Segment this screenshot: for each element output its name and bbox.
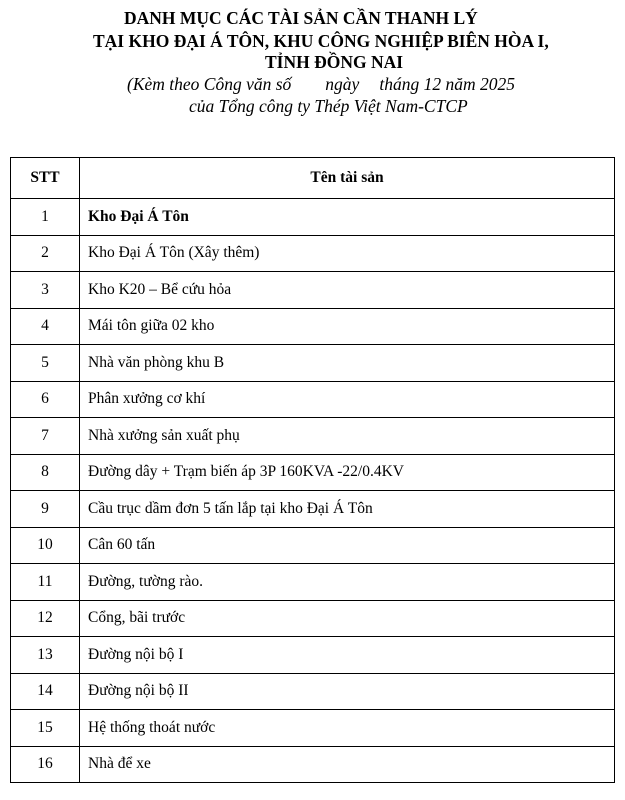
table-row bbox=[11, 746, 615, 783]
row-stt: 1 bbox=[11, 199, 80, 236]
table-row bbox=[11, 564, 615, 601]
document-subtitle-line-2: của Tổng công ty Thép Việt Nam-CTCP bbox=[189, 96, 468, 116]
row-stt: 3 bbox=[11, 272, 80, 309]
subtitle-month-year: tháng 12 năm 2025 bbox=[379, 74, 515, 94]
table-row bbox=[11, 381, 615, 418]
row-stt: 10 bbox=[11, 527, 80, 564]
table-row bbox=[11, 345, 615, 382]
document-subtitle-line-1 bbox=[127, 73, 515, 95]
subtitle-day: ngày bbox=[325, 74, 360, 94]
row-asset-name: Cân 60 tấn bbox=[80, 527, 615, 564]
document-title-line-2: TẠI KHO ĐẠI Á TÔN, KHU CÔNG NGHIỆP BIÊN HÒA I, bbox=[93, 31, 549, 51]
asset-table bbox=[10, 157, 615, 783]
table-row bbox=[11, 491, 615, 528]
row-asset-name: Hệ thống thoát nước bbox=[80, 710, 615, 747]
table-row bbox=[11, 272, 615, 309]
document-header bbox=[0, 0, 625, 130]
table-row bbox=[11, 637, 615, 674]
row-asset-name: Đường, tường rào. bbox=[80, 564, 615, 601]
row-stt: 11 bbox=[11, 564, 80, 601]
row-stt: 13 bbox=[11, 637, 80, 674]
row-asset-name: Nhà để xe bbox=[80, 746, 615, 783]
row-stt: 9 bbox=[11, 491, 80, 528]
row-stt: 8 bbox=[11, 454, 80, 491]
table-row bbox=[11, 710, 615, 747]
row-asset-name: Kho K20 – Bể cứu hỏa bbox=[80, 272, 615, 309]
row-stt: 12 bbox=[11, 600, 80, 637]
row-stt: 16 bbox=[11, 746, 80, 783]
table-row bbox=[11, 527, 615, 564]
row-stt: 14 bbox=[11, 673, 80, 710]
row-asset-name: Cổng, bãi trước bbox=[80, 600, 615, 637]
row-asset-name: Cầu trục dầm đơn 5 tấn lắp tại kho Đại Á Tôn bbox=[80, 491, 615, 528]
row-asset-name: Phân xưởng cơ khí bbox=[80, 381, 615, 418]
row-asset-name: Nhà xưởng sản xuất phụ bbox=[80, 418, 615, 455]
row-stt: 6 bbox=[11, 381, 80, 418]
table-row bbox=[11, 600, 615, 637]
row-stt: 4 bbox=[11, 308, 80, 345]
row-stt: 15 bbox=[11, 710, 80, 747]
row-asset-name: Kho Đại Á Tôn bbox=[80, 199, 615, 236]
row-asset-name: Đường dây + Trạm biến áp 3P 160KVA -22/0.4KV bbox=[80, 454, 615, 491]
document-title-line-1: DANH MỤC CÁC TÀI SẢN CẦN THANH LÝ bbox=[124, 8, 478, 28]
row-stt: 7 bbox=[11, 418, 80, 455]
table-row bbox=[11, 235, 615, 272]
row-asset-name: Đường nội bộ II bbox=[80, 673, 615, 710]
header-stt: STT bbox=[11, 158, 80, 199]
row-asset-name: Mái tôn giữa 02 kho bbox=[80, 308, 615, 345]
document-title-line-3: TỈNH ĐỒNG NAI bbox=[265, 52, 404, 72]
row-stt: 2 bbox=[11, 235, 80, 272]
table-row bbox=[11, 418, 615, 455]
asset-rows bbox=[11, 199, 615, 783]
row-asset-name: Đường nội bộ I bbox=[80, 637, 615, 674]
row-stt: 5 bbox=[11, 345, 80, 382]
row-asset-name: Kho Đại Á Tôn (Xây thêm) bbox=[80, 235, 615, 272]
subtitle-reference: (Kèm theo Công văn số bbox=[127, 74, 292, 94]
row-asset-name: Nhà văn phòng khu B bbox=[80, 345, 615, 382]
table-row bbox=[11, 673, 615, 710]
table-header-row bbox=[11, 158, 615, 199]
header-asset-name: Tên tài sản bbox=[80, 158, 615, 199]
table-row bbox=[11, 308, 615, 345]
table-row bbox=[11, 454, 615, 491]
table-row bbox=[11, 199, 615, 236]
